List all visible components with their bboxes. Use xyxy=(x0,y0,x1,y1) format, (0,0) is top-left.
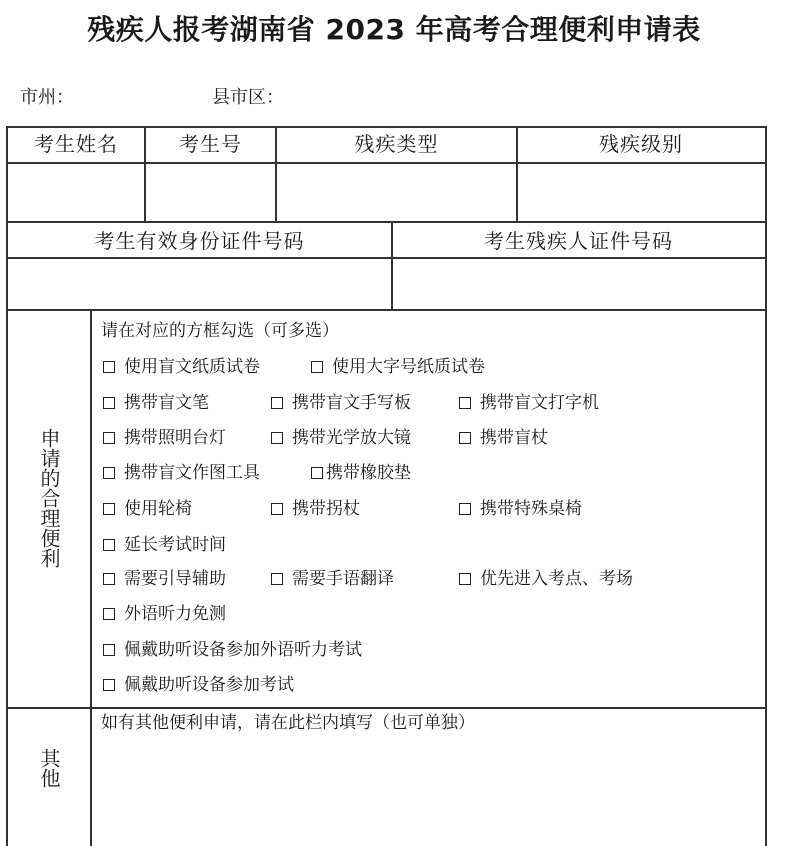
field-id-number[interactable] xyxy=(8,259,391,307)
field-student-number[interactable] xyxy=(146,164,275,220)
header-id-number: 考生有效身份证件号码 xyxy=(94,229,305,253)
checkbox[interactable] xyxy=(459,573,471,585)
accommodation-side-label: 申请的合理便利 xyxy=(37,428,61,568)
form-title: 残疾人报考湖南省 2023 年高考合理便利申请表 xyxy=(87,13,701,46)
option-sign-language[interactable]: 需要手语翻译 xyxy=(271,566,394,592)
option-guide-assistance[interactable]: 需要引导辅助 xyxy=(103,566,226,592)
accommodation-instruction: 请在对应的方框勾选（可多选） xyxy=(101,321,339,341)
checkbox[interactable] xyxy=(103,573,115,585)
option-braille-typewriter[interactable]: 携带盲文打字机 xyxy=(459,390,599,416)
checkbox[interactable] xyxy=(311,467,323,479)
option-braille-paper[interactable]: 使用盲文纸质试卷 xyxy=(103,354,260,380)
checkbox[interactable] xyxy=(459,432,471,444)
option-special-desk[interactable]: 携带特殊桌椅 xyxy=(459,496,582,522)
checkbox[interactable] xyxy=(271,432,283,444)
checkbox[interactable] xyxy=(271,503,283,515)
header-disability-level: 残疾级别 xyxy=(599,132,683,156)
field-disability-level[interactable] xyxy=(518,164,764,220)
option-braille-drawing-tools[interactable]: 携带盲文作图工具 xyxy=(103,460,260,486)
checkbox[interactable] xyxy=(103,361,115,373)
option-wheelchair[interactable]: 使用轮椅 xyxy=(103,496,192,522)
other-note: 如有其他便利申请，请在此栏内填写（也可单独） xyxy=(101,713,475,733)
checkbox[interactable] xyxy=(271,397,283,409)
other-side-label: 其他 xyxy=(37,748,61,788)
checkbox[interactable] xyxy=(459,503,471,515)
checkbox[interactable] xyxy=(271,573,283,585)
field-student-name[interactable] xyxy=(8,164,144,220)
city-label: 市州： xyxy=(20,87,74,108)
checkbox[interactable] xyxy=(103,539,115,551)
county-label: 县市区： xyxy=(212,87,284,108)
header-disability-cert-number: 考生残疾人证件号码 xyxy=(484,229,673,253)
checkbox[interactable] xyxy=(311,361,323,373)
option-listening-exempt[interactable]: 外语听力免测 xyxy=(103,601,226,627)
header-student-name: 考生姓名 xyxy=(34,132,118,156)
option-desk-lamp[interactable]: 携带照明台灯 xyxy=(103,425,226,451)
option-extended-time[interactable]: 延长考试时间 xyxy=(103,532,226,558)
field-disability-cert-number[interactable] xyxy=(393,259,764,307)
option-braille-writing-board[interactable]: 携带盲文手写板 xyxy=(271,390,411,416)
option-white-cane[interactable]: 携带盲杖 xyxy=(459,425,548,451)
option-optical-magnifier[interactable]: 携带光学放大镜 xyxy=(271,425,411,451)
option-hearing-aid-listening[interactable]: 佩戴助听设备参加外语听力考试 xyxy=(103,637,362,663)
checkbox[interactable] xyxy=(103,679,115,691)
checkbox[interactable] xyxy=(459,397,471,409)
field-disability-type[interactable] xyxy=(277,164,516,220)
option-hearing-aid-exam[interactable]: 佩戴助听设备参加考试 xyxy=(103,672,294,698)
option-braille-pen[interactable]: 携带盲文笔 xyxy=(103,390,209,416)
other-input-area[interactable] xyxy=(92,738,764,833)
checkbox[interactable] xyxy=(103,503,115,515)
checkbox[interactable] xyxy=(103,467,115,479)
checkbox[interactable] xyxy=(103,397,115,409)
checkbox[interactable] xyxy=(103,608,115,620)
header-student-number: 考生号 xyxy=(179,132,242,156)
checkbox[interactable] xyxy=(103,644,115,656)
checkbox[interactable] xyxy=(103,432,115,444)
option-large-print-paper[interactable]: 使用大字号纸质试卷 xyxy=(311,354,485,380)
header-disability-type: 残疾类型 xyxy=(354,132,439,156)
option-crutches[interactable]: 携带拐杖 xyxy=(271,496,360,522)
option-rubber-mat[interactable]: 携带橡胶垫 xyxy=(311,460,411,486)
option-priority-entry[interactable]: 优先进入考点、考场 xyxy=(459,566,633,592)
